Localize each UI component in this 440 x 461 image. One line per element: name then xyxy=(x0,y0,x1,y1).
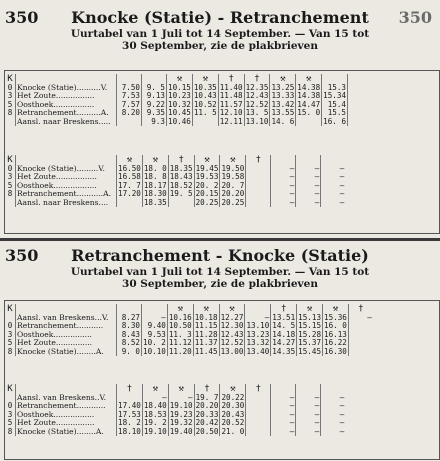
departure-time: 19. 5 xyxy=(169,189,193,199)
departure-time: 13.23 xyxy=(246,329,270,339)
departure-time: 12.43 xyxy=(245,91,269,101)
timetable-row xyxy=(5,199,345,207)
departure-time: 13.32 xyxy=(246,338,270,348)
departure-time: 19.10 xyxy=(143,426,167,436)
departures-table-morning xyxy=(5,74,372,126)
departure-time: 12.30 xyxy=(220,321,244,331)
distance-km: 8 xyxy=(7,346,13,356)
station-name: Knocke (Statie)..........V. xyxy=(16,84,117,92)
departure-time: 17.40 xyxy=(118,401,141,411)
departure-time: — xyxy=(296,165,321,173)
departure-time: — xyxy=(271,182,296,190)
departure-time: 13.55 xyxy=(271,108,295,118)
departure-time: — xyxy=(271,199,296,207)
timetable-knocke-retranchement xyxy=(0,6,440,52)
service-symbol: ⚒ xyxy=(297,304,323,314)
departure-time: — xyxy=(296,199,321,207)
departure-time: 12.11 xyxy=(219,116,243,126)
departure-time: 9. 5 xyxy=(142,84,167,92)
departure-time: — xyxy=(321,199,346,207)
line-number: 350 xyxy=(5,8,39,27)
service-symbol: ⚒ xyxy=(219,304,245,314)
departure-time: 11.15 xyxy=(194,321,218,331)
departure-time: 14.38 xyxy=(297,91,321,101)
service-symbol: † xyxy=(117,384,143,394)
departure-time: 20.25 xyxy=(195,197,219,207)
departure-time: — xyxy=(271,402,296,410)
departure-time: 16.22 xyxy=(324,338,347,348)
departure-time: 15.5 xyxy=(322,109,348,117)
service-symbol: ⚒ xyxy=(323,304,349,314)
departure-time xyxy=(348,109,373,117)
departure-time: 16. 6 xyxy=(323,116,347,126)
departure-time: 14.27 xyxy=(272,338,296,348)
departure-time: 15.13 xyxy=(298,313,322,322)
departure-time: 9.22 xyxy=(142,101,167,109)
departure-time: — xyxy=(296,411,321,419)
service-symbol: ⚒ xyxy=(142,384,168,394)
station-name: Aansl. naar Breskens.... xyxy=(16,199,117,207)
departure-time: — xyxy=(296,173,321,181)
departure-time: 18.35 xyxy=(143,197,167,207)
departure-time: 10.43 xyxy=(193,91,217,101)
distance-km: 5 xyxy=(7,418,13,428)
timetable-subtitle-line-2: 30 September, zie de plakbrieven xyxy=(122,40,318,52)
service-symbol: ⚒ xyxy=(142,155,168,165)
departures-table-morning xyxy=(5,304,373,356)
departure-time xyxy=(296,118,322,126)
distance-km: 8 xyxy=(7,426,13,436)
departure-time: 9.3 xyxy=(142,118,167,126)
departure-time: 16. 0 xyxy=(324,321,347,331)
station-name: Knocke (Statie).........V. xyxy=(16,165,117,173)
departure-time: 10.35 xyxy=(193,83,217,92)
departure-time: 13.10 xyxy=(246,321,270,331)
departure-time: 19. 2 xyxy=(143,418,167,428)
station-name: Retranchement..........A. xyxy=(16,109,117,117)
distance-km: 5 xyxy=(7,180,13,190)
section-divider xyxy=(0,238,440,241)
departure-time: 11.20 xyxy=(168,346,192,356)
departure-time: 17.20 xyxy=(118,189,141,199)
service-symbol: † xyxy=(246,384,271,394)
timetable-header xyxy=(0,244,440,266)
departure-time: 11.40 xyxy=(219,83,243,92)
departure-time: 20.22 xyxy=(221,393,245,402)
departure-time: 13.00 xyxy=(220,346,244,356)
service-symbol: ⚒ xyxy=(117,155,143,165)
service-symbol: ⚒ xyxy=(193,304,219,314)
departure-time: 14.38 xyxy=(297,83,321,92)
timetable-row xyxy=(5,348,373,356)
departure-time: 13.10 xyxy=(245,116,269,126)
station-name: Aansl. van Breskens...V. xyxy=(16,314,117,322)
station-name: Het Zoute................ xyxy=(16,419,117,427)
station-name: Oosthoek................. xyxy=(16,411,117,419)
service-symbol: † xyxy=(168,155,194,165)
departure-time: 7.50 xyxy=(117,84,142,92)
departure-time xyxy=(246,428,271,436)
departure-time xyxy=(117,199,143,207)
departure-time: 19.50 xyxy=(221,164,245,173)
departure-time: 12.10 xyxy=(219,108,243,118)
departure-time: 18.52 xyxy=(169,180,193,190)
departure-time: 9.13 xyxy=(142,92,167,100)
service-symbol: † xyxy=(244,74,270,84)
departure-time xyxy=(246,394,271,402)
departure-time: — xyxy=(321,173,346,181)
departure-time xyxy=(348,92,373,100)
departure-time: 14. 5 xyxy=(272,321,296,331)
departure-time: 10.16 xyxy=(168,313,192,322)
service-symbol xyxy=(348,74,373,84)
departure-time: 16.58 xyxy=(118,172,141,182)
departure-time: 18.10 xyxy=(118,426,141,436)
service-symbol: ⚒ xyxy=(168,384,194,394)
station-name: Aansl. van Breskens..V. xyxy=(16,394,117,402)
departure-time: — xyxy=(296,419,321,427)
departure-time: 7.57 xyxy=(117,101,142,109)
departure-time xyxy=(246,165,271,173)
service-symbol: ⚒ xyxy=(220,384,246,394)
departure-time: 13.25 xyxy=(271,83,295,92)
departure-time: 15.28 xyxy=(298,329,322,339)
departure-time xyxy=(246,190,271,198)
departure-time: 13. 5 xyxy=(245,108,269,118)
departure-time: 8.30 xyxy=(117,322,142,330)
timetable-header xyxy=(0,6,440,28)
departure-time: 16.13 xyxy=(324,329,347,339)
service-symbol: † xyxy=(271,304,297,314)
departure-time: 19. 7 xyxy=(195,393,219,402)
distance-km: 3 xyxy=(7,329,13,339)
departure-time xyxy=(348,331,373,339)
departure-time: 20.25 xyxy=(221,197,245,207)
departure-time: 9.35 xyxy=(142,109,167,117)
timetable-row xyxy=(5,118,372,126)
departure-time: 18.17 xyxy=(143,180,167,190)
departure-time xyxy=(348,118,373,126)
timetable-subtitle-line-1: Uurtabel van 1 Juli tot 14 September. — Van 15 tot xyxy=(70,28,370,40)
departure-time: — xyxy=(321,419,346,427)
station-name: Retranchement...........A. xyxy=(16,190,117,198)
departure-time: 14.18 xyxy=(272,329,296,339)
distance-km: 8 xyxy=(7,108,13,118)
distance-km: 3 xyxy=(7,409,13,419)
departure-time xyxy=(168,199,194,207)
departure-time: 11.45 xyxy=(194,346,218,356)
departure-time: — xyxy=(321,182,346,190)
departure-time: — xyxy=(321,411,346,419)
departure-time: 18.30 xyxy=(143,189,167,199)
departure-time: — xyxy=(321,190,346,198)
departure-time: 20.52 xyxy=(221,418,245,428)
departures-table-evening xyxy=(5,155,345,207)
departure-time: — xyxy=(296,182,321,190)
departure-time: — xyxy=(142,314,168,322)
timetable-title: Knocke (Statie) - Retranchement xyxy=(71,8,369,27)
timetable-subtitle-line-1: Uurtabel van 1 Juli tot 14 September. — Van 15 tot xyxy=(70,266,370,278)
departure-time: 12.27 xyxy=(220,313,244,322)
station-name: Het Zoute................ xyxy=(16,92,117,100)
service-symbol: ⚒ xyxy=(192,74,218,84)
departure-time: 10.46 xyxy=(168,116,191,126)
line-number-right: 350 xyxy=(398,8,432,27)
departure-time: — xyxy=(168,394,194,402)
departure-time: — xyxy=(296,402,321,410)
departure-time: 13.51 xyxy=(272,313,296,322)
timetable-title: Retranchement - Knocke (Statie) xyxy=(71,246,369,265)
departure-time: — xyxy=(271,428,296,436)
departure-time: 10. 2 xyxy=(143,338,166,348)
k-column-label: K xyxy=(7,154,13,165)
departure-time: 20.30 xyxy=(221,401,245,411)
distance-km: 5 xyxy=(7,338,13,348)
station-name: Het Zoute............... xyxy=(16,339,117,347)
distance-km: 0 xyxy=(7,83,13,92)
departure-time xyxy=(348,84,373,92)
distance-km: 0 xyxy=(7,321,13,331)
departure-time: 11.57 xyxy=(219,99,243,109)
departure-time: 19.40 xyxy=(169,426,193,436)
departure-time: 20. 2 xyxy=(195,180,219,190)
departure-time: — xyxy=(321,165,346,173)
departure-time: 14.47 xyxy=(297,99,321,109)
departure-time: 15.3 xyxy=(322,84,348,92)
distance-km: 8 xyxy=(7,189,13,199)
station-name: Het Zoute................. xyxy=(16,173,117,181)
station-name: Aansl. naar Breskens..... xyxy=(16,118,117,126)
departure-time xyxy=(348,339,373,347)
departure-time: 20.20 xyxy=(221,189,245,199)
station-name: Retranchement........... xyxy=(16,322,117,330)
station-name: Oosthoek................. xyxy=(16,101,117,109)
distance-km: 3 xyxy=(7,172,13,182)
timetable-subtitle-line-2: 30 September, zie de plakbrieven xyxy=(122,278,318,290)
departure-time: 8.27 xyxy=(117,314,142,322)
distance-km: 0 xyxy=(7,401,13,411)
departure-time: 11.48 xyxy=(219,91,243,101)
timetable-retranchement-knocke xyxy=(0,244,440,290)
departure-time xyxy=(348,348,373,356)
departure-time xyxy=(246,182,271,190)
departure-time: 20.42 xyxy=(195,418,219,428)
departure-time: 9. 0 xyxy=(117,348,142,356)
station-name: Knocke (Statie)........A. xyxy=(16,348,117,356)
departure-time xyxy=(348,101,373,109)
departure-time: — xyxy=(271,419,296,427)
departure-time: 7.53 xyxy=(117,92,142,100)
service-symbol: ⚒ xyxy=(296,74,322,84)
departure-time: — xyxy=(142,394,168,402)
departure-time xyxy=(246,411,271,419)
departure-time xyxy=(246,419,271,427)
station-name: Oosthoek................ xyxy=(16,331,117,339)
departure-time: 14.35 xyxy=(272,346,296,356)
departure-time: 10.18 xyxy=(194,313,218,322)
departure-time: 11.37 xyxy=(194,338,218,348)
station-name: Oosthoek.................. xyxy=(16,182,117,190)
service-symbol: † xyxy=(348,304,373,314)
departure-time: 16.30 xyxy=(324,346,347,356)
service-symbol: ⚒ xyxy=(167,304,193,314)
k-column-label: K xyxy=(7,73,13,84)
departure-time: 19.23 xyxy=(169,409,193,419)
distance-km xyxy=(5,199,16,207)
departure-time: 19.10 xyxy=(169,401,193,411)
departure-time: 20.33 xyxy=(195,409,219,419)
departure-time: 20. 7 xyxy=(221,180,245,190)
distance-km: 0 xyxy=(7,164,13,173)
departure-time: 12.52 xyxy=(220,338,244,348)
departure-time: 11.12 xyxy=(168,338,192,348)
departure-time xyxy=(192,118,218,126)
departure-time: 17. 7 xyxy=(118,180,141,190)
departure-time: 10.23 xyxy=(168,91,191,101)
service-symbol: ⚒ xyxy=(270,74,296,84)
departure-time xyxy=(246,402,271,410)
departure-time: — xyxy=(296,428,321,436)
departure-time: 10.10 xyxy=(143,346,166,356)
timetable-row xyxy=(5,428,345,436)
departure-time: 15.45 xyxy=(298,346,322,356)
departure-time: 11. 3 xyxy=(168,329,192,339)
departure-time: 9.53 xyxy=(142,331,168,339)
departure-time: 9.40 xyxy=(142,322,168,330)
departure-time: 11. 5 xyxy=(193,108,217,118)
departure-time: 19.32 xyxy=(169,418,193,428)
departure-time: 18.53 xyxy=(143,409,167,419)
departure-time: 17.53 xyxy=(118,409,141,419)
departure-time: 13.33 xyxy=(271,91,295,101)
service-symbol: † xyxy=(194,384,220,394)
k-column-label: K xyxy=(7,303,13,314)
departure-time xyxy=(348,322,373,330)
departure-time: — xyxy=(321,402,346,410)
service-symbol: ⚒ xyxy=(167,74,193,84)
departure-time: — xyxy=(271,190,296,198)
departure-time: 16.50 xyxy=(118,164,141,173)
departure-time xyxy=(246,199,271,207)
k-column-label: K xyxy=(7,383,13,394)
distance-km: 5 xyxy=(7,99,13,109)
departure-time: 18. 8 xyxy=(143,172,167,182)
station-name: Knocke (Statie)........A. xyxy=(16,428,117,436)
departure-time: 19.58 xyxy=(221,172,245,182)
departure-time: 8.43 xyxy=(117,331,142,339)
departure-time: — xyxy=(245,314,271,322)
departure-time: 10.50 xyxy=(168,321,192,331)
departure-time: 18. 2 xyxy=(118,418,141,428)
departure-time: — xyxy=(296,394,321,402)
departure-time: — xyxy=(348,314,373,322)
departure-time: 13.40 xyxy=(246,346,270,356)
departure-time: 10.32 xyxy=(168,99,191,109)
departure-time: 15.36 xyxy=(324,313,347,322)
departure-time: 8.20 xyxy=(117,109,142,117)
departure-time: 15.15 xyxy=(298,321,322,331)
departure-time: 19.53 xyxy=(195,172,219,182)
service-symbol: † xyxy=(218,74,244,84)
departure-time: 13.42 xyxy=(271,99,295,109)
departure-time xyxy=(117,118,142,126)
departure-time: 12.35 xyxy=(245,83,269,92)
station-name: Retranchement............ xyxy=(16,402,117,410)
departure-time: 12.52 xyxy=(245,99,269,109)
departure-time: 18. 0 xyxy=(143,164,167,173)
departure-time: 10.15 xyxy=(168,83,191,92)
departure-time: — xyxy=(321,394,346,402)
departures-table-evening xyxy=(5,384,345,436)
departure-time: 15.34 xyxy=(323,91,347,101)
departure-time: 15. 0 xyxy=(297,108,321,118)
distance-km: 3 xyxy=(7,91,13,101)
departure-time: 20.15 xyxy=(195,189,219,199)
departure-time: 18.43 xyxy=(169,172,193,182)
departure-time: 14. 6 xyxy=(271,116,295,126)
departure-time: — xyxy=(271,165,296,173)
departure-time: 20.43 xyxy=(221,409,245,419)
service-symbol: † xyxy=(246,155,271,165)
service-symbol: ⚒ xyxy=(194,155,220,165)
departure-time: — xyxy=(321,428,346,436)
departure-time: 19.45 xyxy=(195,164,219,173)
departure-time: 10.52 xyxy=(193,99,217,109)
departure-time: 18.35 xyxy=(169,164,193,173)
departure-time: — xyxy=(271,173,296,181)
departure-time: — xyxy=(296,190,321,198)
departure-time: 11.28 xyxy=(194,329,218,339)
departure-time: 15.37 xyxy=(298,338,322,348)
service-symbol: ⚒ xyxy=(220,155,246,165)
line-number: 350 xyxy=(5,246,39,265)
departure-time xyxy=(246,173,271,181)
distance-km xyxy=(5,118,16,126)
departure-time: 18.40 xyxy=(143,401,167,411)
departure-time: 20.50 xyxy=(195,426,219,436)
departure-time: 10.45 xyxy=(168,108,191,118)
departure-time: — xyxy=(271,394,296,402)
departure-time: 12.43 xyxy=(220,329,244,339)
departure-time: 21. 0 xyxy=(221,426,245,436)
departure-time: 15.4 xyxy=(322,101,348,109)
departure-time: 8.52 xyxy=(117,339,142,347)
departure-time: — xyxy=(271,411,296,419)
departure-time: 20.20 xyxy=(195,401,219,411)
